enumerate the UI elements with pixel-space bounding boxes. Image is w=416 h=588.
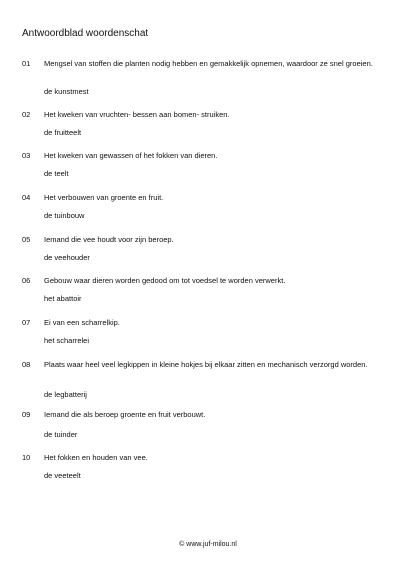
item-definition: Iemand die als beroep groente en fruit verbouwt. xyxy=(44,410,206,419)
item-answer: de tuinbouw xyxy=(44,211,85,220)
item-number: 04 xyxy=(22,193,31,202)
footer-copyright: © www.juf-milou.nl xyxy=(179,541,237,548)
item-answer: het abattoir xyxy=(44,294,82,303)
item-definition: Mengsel van stoffen die planten nodig hebben en gemakkelijk opnemen, waardoor ze snel groeien. xyxy=(44,59,373,68)
item-number: 03 xyxy=(22,151,31,160)
item-definition: Ei van een scharrelkip. xyxy=(44,318,120,327)
item-number: 08 xyxy=(22,360,31,369)
item-answer: het scharrelei xyxy=(44,336,90,345)
item-number: 05 xyxy=(22,235,31,244)
item-number: 09 xyxy=(22,410,31,419)
item-answer: de veehouder xyxy=(44,253,90,262)
item-answer: de kunstmest xyxy=(44,87,89,96)
item-number: 07 xyxy=(22,318,31,327)
item-number: 01 xyxy=(22,59,31,68)
item-definition: Gebouw waar dieren worden gedood om tot voedsel te worden verwerkt. xyxy=(44,276,286,285)
item-answer: de legbatterij xyxy=(44,390,87,399)
item-definition: Het kweken van vruchten- bessen aan bomen- struiken. xyxy=(44,110,230,119)
item-definition: Plaats waar heel veel legkippen in kleine hokjes bij elkaar zitten en mechanisch verzorgd worden. xyxy=(44,360,368,369)
page-title: Antwoordblad woordenschat xyxy=(22,28,149,39)
item-definition: Het fokken en houden van vee. xyxy=(44,453,148,462)
item-number: 06 xyxy=(22,276,31,285)
item-answer: de fruitteelt xyxy=(44,128,82,137)
item-definition: Iemand die vee houdt voor zijn beroep. xyxy=(44,235,174,244)
item-answer: de teelt xyxy=(44,169,69,178)
item-number: 02 xyxy=(22,110,31,119)
item-answer: de tuinder xyxy=(44,430,78,439)
item-definition: Het verbouwen van groente en fruit. xyxy=(44,193,164,202)
item-answer: de veeteelt xyxy=(44,471,81,480)
item-definition: Het kweken van gewassen of het fokken van dieren. xyxy=(44,151,218,160)
item-number: 10 xyxy=(22,453,31,462)
